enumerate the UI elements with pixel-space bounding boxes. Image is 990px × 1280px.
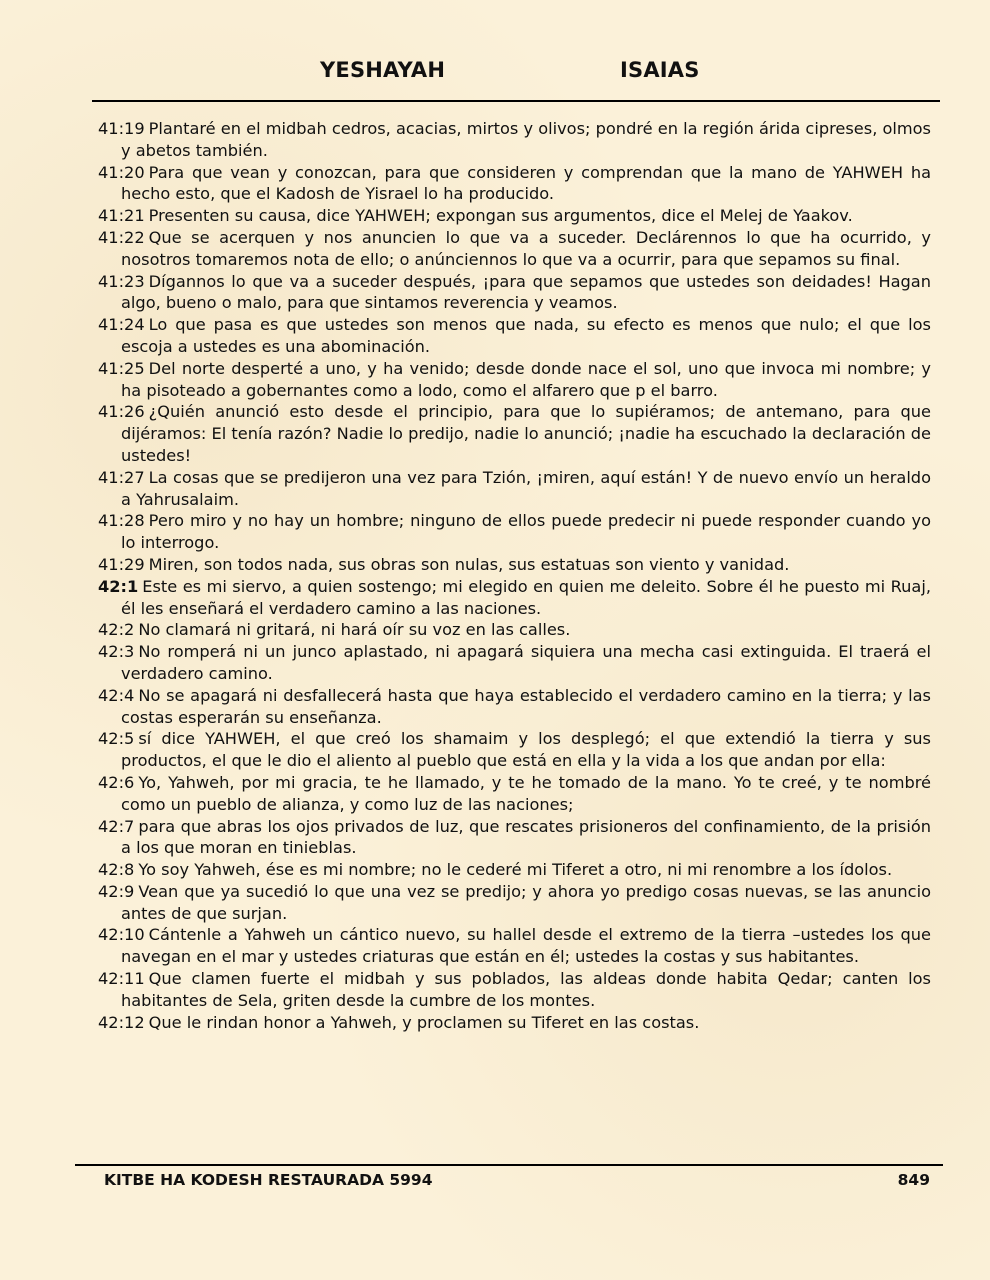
verse (98, 227, 931, 271)
verse-text: Que le rindan honor a Yahweh, y proclamen su Tiferet en las costas. (148, 1012, 700, 1032)
verse-ref: 42:5 (98, 729, 135, 749)
verse-ref: 41:27 (98, 467, 145, 487)
verse (98, 772, 931, 816)
verse-text: sí dice YAHWEH, el que creó los shamaim y los desplegó; el que extendió la tierra y sus productos, el que le dio el aliento al pueblo que está en ella y la vida a los que andan por ella: (121, 729, 931, 771)
verse (98, 401, 931, 466)
verse (98, 924, 931, 968)
verse-ref: 42:3 (98, 642, 135, 662)
verse (98, 271, 931, 315)
verse (98, 859, 931, 881)
page-header (0, 58, 990, 90)
verse-text: Miren, son todos nada, sus obras son nulas, sus estatuas son viento y vanidad. (148, 554, 790, 574)
verse (98, 641, 931, 685)
verse (98, 728, 931, 772)
verse-text: No clamará ni gritará, ni hará oír su voz en las calles. (138, 620, 571, 640)
verse-ref: 41:23 (98, 271, 145, 291)
verse (98, 968, 931, 1012)
footer-divider (75, 1164, 943, 1166)
verse-ref: 42:11 (98, 969, 145, 989)
verse-text: Vean que ya sucedió lo que una vez se predijo; y ahora yo predigo cosas nuevas, se las anuncio antes de que surjan. (121, 881, 931, 923)
verse (98, 314, 931, 358)
verse-ref: 42:1 (98, 576, 139, 596)
verse-text: Que se acerquen y nos anuncien lo que va a suceder. Declárennos lo que ha ocurrido, y nosotros tomaremos nota de ello; o anúnciennos lo que va a ocurrir, para que sepamos su final. (121, 227, 931, 269)
verse-ref: 42:12 (98, 1012, 145, 1032)
verse-ref: 41:22 (98, 227, 145, 247)
header-right-title: ISAIAS (620, 58, 700, 82)
verse (98, 1012, 931, 1034)
verse-text: La cosas que se predijeron una vez para Tzión, ¡miren, aquí están! Y de nuevo envío un heraldo a Yahrusalaim. (121, 467, 931, 509)
verse-ref: 42:2 (98, 620, 135, 640)
verse (98, 816, 931, 860)
verse (98, 576, 931, 620)
verse (98, 510, 931, 554)
verse-text: ¿Quién anunció esto desde el principio, para que lo supiéramos; de antemano, para que dijéramos: El tenía razón? Nadie lo predijo, nadie lo anunció; ¡nadie ha escuchado la declaración de ustedes! (121, 402, 931, 465)
verse-text: Cántenle a Yahweh un cántico nuevo, su hallel desde el extremo de la tierra –ustedes los que navegan en el mar y ustedes criaturas que están en él; ustedes la costas y sus habitantes. (121, 925, 931, 967)
verse-text: No se apagará ni desfallecerá hasta que haya establecido el verdadero camino en la tierra; y las costas esperarán su enseñanza. (121, 685, 931, 727)
verse-text: Presenten su causa, dice YAHWEH; expongan sus argumentos, dice el Melej de Yaakov. (148, 206, 853, 226)
verse-ref: 41:28 (98, 511, 145, 531)
verse (98, 118, 931, 162)
verse (98, 467, 931, 511)
verse-text: Pero miro y no hay un hombre; ninguno de ellos puede predecir ni puede responder cuando yo lo interrogo. (121, 511, 931, 553)
verse-list (98, 118, 931, 1033)
verse-text: Lo que pasa es que ustedes son menos que nada, su efecto es menos que nulo; el que los escoja a ustedes es una abominación. (121, 315, 931, 356)
verse-text: No romperá ni un junco aplastado, ni apagará siquiera una mecha casi extinguida. El traerá el verdadero camino. (121, 642, 931, 683)
verse-text: Para que vean y conozcan, para que consideren y comprendan que la mano de YAHWEH ha hecho esto, que el Kadosh de Yisrael lo ha producido. (121, 162, 931, 204)
footer-book-title: KITBE HA KODESH RESTAURADA 5994 (104, 1171, 433, 1189)
verse-text: Plantaré en el midbah cedros, acacias, mirtos y olivos; pondré en la región árida cipreses, olmos y abetos también. (121, 119, 931, 160)
verse-text: Del norte desperté a uno, y ha venido; desde donde nace el sol, uno que invoca mi nombre; y ha pisoteado a gobernantes como a lodo, como el alfarero que p el barro. (121, 358, 931, 400)
verse-text: Que clamen fuerte el midbah y sus poblados, las aldeas donde habita Qedar; canten los habitantes de Sela, griten desde la cumbre de los montes. (121, 969, 931, 1010)
verse-ref: 41:26 (98, 402, 145, 422)
verse-ref: 41:25 (98, 358, 145, 378)
verse (98, 685, 931, 729)
verse (98, 554, 931, 576)
verse-ref: 41:20 (98, 162, 145, 182)
page-number: 849 (897, 1171, 930, 1189)
verse (98, 358, 931, 402)
verse-ref: 42:6 (98, 772, 135, 792)
header-left-title: YESHAYAH (320, 58, 446, 82)
verse-ref: 41:21 (98, 206, 145, 226)
verse-text: Dígannos lo que va a suceder después, ¡para que sepamos que ustedes son deidades! Hagan algo, bueno o malo, para que sintamos reverencia y veamos. (121, 271, 931, 313)
verse (98, 619, 931, 641)
verse-text: Este es mi siervo, a quien sostengo; mi elegido en quien me deleito. Sobre él he puesto mi Ruaj, él les enseñará el verdadero camino a las naciones. (121, 576, 931, 618)
verse-text: para que abras los ojos privados de luz, que rescates prisioneros del confinamiento, de la prisión a los que moran en tinieblas. (121, 816, 931, 858)
verse (98, 881, 931, 925)
verse-ref: 42:8 (98, 860, 135, 880)
verse-text: Yo, Yahweh, por mi gracia, te he llamado, y te he tomado de la mano. Yo te creé, y te nombré como un pueblo de alianza, y como luz de las naciones; (121, 772, 931, 814)
verse-ref: 42:4 (98, 685, 135, 705)
verse-text: Yo soy Yahweh, ése es mi nombre; no le cederé mi Tiferet a otro, ni mi renombre a los ídolos. (138, 860, 893, 880)
verse (98, 162, 931, 206)
header-divider (92, 100, 940, 102)
verse-ref: 41:24 (98, 315, 145, 335)
verse-ref: 42:10 (98, 925, 145, 945)
verse (98, 205, 931, 227)
verse-ref: 42:9 (98, 881, 135, 901)
verse-ref: 41:19 (98, 119, 145, 138)
page-footer (0, 1171, 990, 1195)
verse-ref: 42:7 (98, 816, 135, 836)
verse-ref: 41:29 (98, 554, 145, 574)
